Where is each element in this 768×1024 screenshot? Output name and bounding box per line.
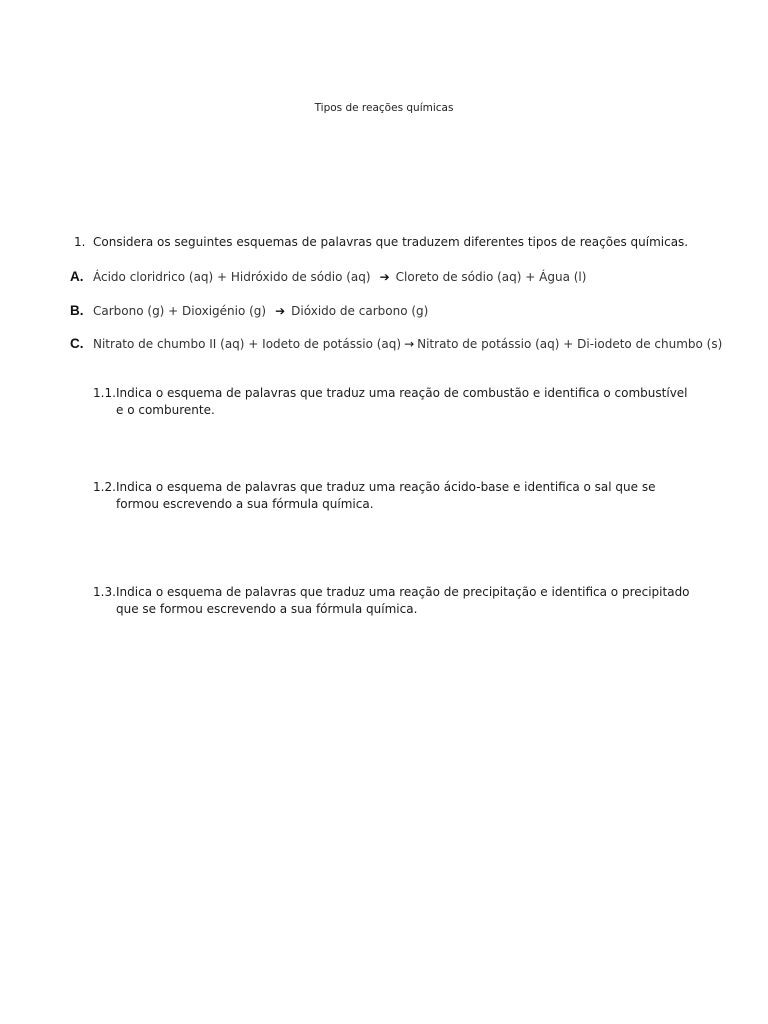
reaction-letter: C.	[70, 336, 84, 351]
reaction-reactants: Carbono (g) + Dioxigénio (g)	[93, 304, 267, 318]
page-title: Tipos de reações químicas	[314, 102, 454, 114]
reaction-b	[70, 303, 428, 318]
subquestion-text: Indica o esquema de palavras que traduz uma reação de combustão e identifica o combustível e o comburente.	[116, 386, 688, 417]
reaction-products: Dióxido de carbono (g)	[291, 304, 429, 318]
subquestion-number: 1.1.	[93, 386, 116, 400]
reaction-products: Cloreto de sódio (aq) + Água (l)	[395, 270, 587, 284]
question-1	[74, 235, 688, 249]
reaction-letter: A.	[70, 269, 84, 284]
reaction-reactants: Nitrato de chumbo II (aq) + Iodeto de potássio (aq)	[93, 337, 402, 351]
subquestion-number: 1.3.	[93, 585, 116, 599]
subquestion-text: Indica o esquema de palavras que traduz uma reação ácido-base e identifica o sal que se formou escrevendo a sua fórmula química.	[116, 480, 656, 511]
question-text: Considera os seguintes esquemas de palavras que traduzem diferentes tipos de reações químicas.	[93, 235, 689, 249]
subquestion-1-1	[93, 385, 693, 419]
reaction-c	[70, 336, 722, 351]
subquestion-text: Indica o esquema de palavras que traduz uma reação de precipitação e identifica o precipitado que se formou escrevendo a sua fórmula química.	[116, 585, 690, 616]
reaction-a	[70, 269, 586, 284]
question-number: 1.	[74, 235, 86, 249]
subquestion-1-3	[93, 584, 693, 618]
reaction-letter: B.	[70, 303, 84, 318]
subquestion-1-2	[93, 479, 693, 513]
reaction-products: Nitrato de potássio (aq) + Di-iodeto de chumbo (s)	[417, 337, 723, 351]
subquestion-number: 1.2.	[93, 480, 116, 494]
reaction-arrow-icon: ➔	[379, 270, 390, 284]
reaction-reactants: Ácido cloridrico (aq) + Hidróxido de sódio (aq)	[93, 270, 371, 284]
reaction-arrow-icon: ➔	[275, 304, 286, 318]
reaction-arrow-icon: →	[404, 337, 415, 351]
